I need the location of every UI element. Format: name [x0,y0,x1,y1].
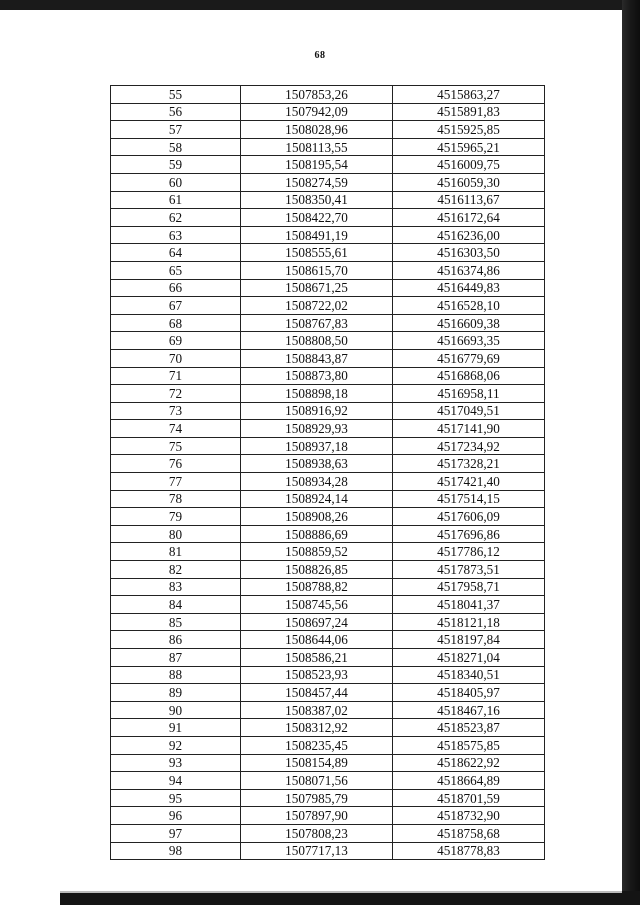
y-coordinate-cell: 4518041,37 [393,596,545,614]
table-row [111,824,545,842]
x-coordinate-cell: 1508916,92 [241,402,393,420]
point-number-cell: 63 [111,226,241,244]
y-coordinate-cell: 4518405,97 [393,684,545,702]
y-coordinate-cell: 4516172,64 [393,209,545,227]
y-coordinate-cell: 4517234,92 [393,437,545,455]
table-row [111,261,545,279]
y-coordinate-cell: 4518778,83 [393,842,545,860]
point-number-cell: 79 [111,508,241,526]
point-number-cell: 58 [111,138,241,156]
y-coordinate-cell: 4518732,90 [393,807,545,825]
table-row [111,209,545,227]
x-coordinate-cell: 1508644,06 [241,631,393,649]
y-coordinate-cell: 4518340,51 [393,666,545,684]
point-number-cell: 78 [111,490,241,508]
point-number-cell: 96 [111,807,241,825]
table-row [111,226,545,244]
table-row [111,121,545,139]
point-number-cell: 55 [111,86,241,104]
point-number-cell: 89 [111,684,241,702]
point-number-cell: 57 [111,121,241,139]
y-coordinate-cell: 4518575,85 [393,736,545,754]
x-coordinate-cell: 1508154,89 [241,754,393,772]
point-number-cell: 86 [111,631,241,649]
point-number-cell: 88 [111,666,241,684]
table-row [111,138,545,156]
x-coordinate-cell: 1507985,79 [241,789,393,807]
y-coordinate-cell: 4515891,83 [393,103,545,121]
point-number-cell: 85 [111,613,241,631]
y-coordinate-cell: 4518664,89 [393,772,545,790]
point-number-cell: 56 [111,103,241,121]
table-row [111,173,545,191]
y-coordinate-cell: 4518622,92 [393,754,545,772]
y-coordinate-cell: 4517873,51 [393,561,545,579]
table-row [111,490,545,508]
point-number-cell: 87 [111,649,241,667]
y-coordinate-cell: 4516528,10 [393,297,545,315]
point-number-cell: 74 [111,420,241,438]
x-coordinate-cell: 1508767,83 [241,314,393,332]
y-coordinate-cell: 4516236,00 [393,226,545,244]
x-coordinate-cell: 1507942,09 [241,103,393,121]
y-coordinate-cell: 4516059,30 [393,173,545,191]
table-row [111,666,545,684]
y-coordinate-cell: 4516374,86 [393,261,545,279]
point-number-cell: 81 [111,543,241,561]
x-coordinate-cell: 1507717,13 [241,842,393,860]
point-number-cell: 64 [111,244,241,262]
point-number-cell: 70 [111,349,241,367]
x-coordinate-cell: 1508671,25 [241,279,393,297]
y-coordinate-cell: 4516609,38 [393,314,545,332]
table-row [111,385,545,403]
y-coordinate-cell: 4518467,16 [393,701,545,719]
x-coordinate-cell: 1508071,56 [241,772,393,790]
table-row [111,754,545,772]
table-row [111,367,545,385]
x-coordinate-cell: 1508808,50 [241,332,393,350]
table-row [111,156,545,174]
y-coordinate-cell: 4517696,86 [393,525,545,543]
y-coordinate-cell: 4515925,85 [393,121,545,139]
table-row [111,103,545,121]
x-coordinate-cell: 1508350,41 [241,191,393,209]
point-number-cell: 69 [111,332,241,350]
x-coordinate-cell: 1508195,54 [241,156,393,174]
y-coordinate-cell: 4517141,90 [393,420,545,438]
x-coordinate-cell: 1508788,82 [241,578,393,596]
point-number-cell: 83 [111,578,241,596]
point-number-cell: 77 [111,473,241,491]
x-coordinate-cell: 1507808,23 [241,824,393,842]
table-row [111,701,545,719]
table-row [111,736,545,754]
x-coordinate-cell: 1508113,55 [241,138,393,156]
x-coordinate-cell: 1508924,14 [241,490,393,508]
y-coordinate-cell: 4517049,51 [393,402,545,420]
point-number-cell: 75 [111,437,241,455]
x-coordinate-cell: 1508929,93 [241,420,393,438]
x-coordinate-cell: 1508028,96 [241,121,393,139]
y-coordinate-cell: 4518523,87 [393,719,545,737]
table-row [111,631,545,649]
x-coordinate-cell: 1508859,52 [241,543,393,561]
table-row [111,596,545,614]
y-coordinate-cell: 4517958,71 [393,578,545,596]
table-row [111,649,545,667]
y-coordinate-cell: 4515863,27 [393,86,545,104]
table-row [111,578,545,596]
x-coordinate-cell: 1508934,28 [241,473,393,491]
y-coordinate-cell: 4518758,68 [393,824,545,842]
table-row [111,314,545,332]
x-coordinate-cell: 1508826,85 [241,561,393,579]
table-row [111,719,545,737]
y-coordinate-cell: 4518701,59 [393,789,545,807]
x-coordinate-cell: 1508312,92 [241,719,393,737]
x-coordinate-cell: 1508235,45 [241,736,393,754]
coordinates-table [110,85,545,860]
point-number-cell: 62 [111,209,241,227]
y-coordinate-cell: 4516693,35 [393,332,545,350]
table-row [111,455,545,473]
table-row [111,789,545,807]
x-coordinate-cell: 1508491,19 [241,226,393,244]
y-coordinate-cell: 4516868,06 [393,367,545,385]
x-coordinate-cell: 1508697,24 [241,613,393,631]
y-coordinate-cell: 4516958,11 [393,385,545,403]
point-number-cell: 80 [111,525,241,543]
scan-border-bottom [60,891,640,905]
coordinates-table-body [111,86,545,860]
scan-border-right [622,0,640,905]
y-coordinate-cell: 4518197,84 [393,631,545,649]
point-number-cell: 59 [111,156,241,174]
x-coordinate-cell: 1508274,59 [241,173,393,191]
point-number-cell: 94 [111,772,241,790]
point-number-cell: 68 [111,314,241,332]
x-coordinate-cell: 1508523,93 [241,666,393,684]
x-coordinate-cell: 1508615,70 [241,261,393,279]
point-number-cell: 91 [111,719,241,737]
table-row [111,279,545,297]
y-coordinate-cell: 4518271,04 [393,649,545,667]
point-number-cell: 60 [111,173,241,191]
y-coordinate-cell: 4516303,50 [393,244,545,262]
point-number-cell: 90 [111,701,241,719]
x-coordinate-cell: 1507853,26 [241,86,393,104]
table-row [111,420,545,438]
point-number-cell: 93 [111,754,241,772]
x-coordinate-cell: 1508745,56 [241,596,393,614]
table-row [111,86,545,104]
x-coordinate-cell: 1507897,90 [241,807,393,825]
page-number: 68 [314,50,326,61]
y-coordinate-cell: 4516009,75 [393,156,545,174]
scan-border-bottom-highlight [60,891,622,893]
table-row [111,297,545,315]
point-number-cell: 71 [111,367,241,385]
x-coordinate-cell: 1508898,18 [241,385,393,403]
table-row [111,842,545,860]
point-number-cell: 65 [111,261,241,279]
point-number-cell: 97 [111,824,241,842]
y-coordinate-cell: 4515965,21 [393,138,545,156]
x-coordinate-cell: 1508908,26 [241,508,393,526]
y-coordinate-cell: 4517328,21 [393,455,545,473]
y-coordinate-cell: 4517606,09 [393,508,545,526]
point-number-cell: 67 [111,297,241,315]
table-row [111,508,545,526]
table-row [111,684,545,702]
x-coordinate-cell: 1508843,87 [241,349,393,367]
table-row [111,772,545,790]
x-coordinate-cell: 1508937,18 [241,437,393,455]
table-row [111,437,545,455]
table-row [111,349,545,367]
table-row [111,402,545,420]
x-coordinate-cell: 1508722,02 [241,297,393,315]
x-coordinate-cell: 1508873,80 [241,367,393,385]
x-coordinate-cell: 1508457,44 [241,684,393,702]
x-coordinate-cell: 1508555,61 [241,244,393,262]
table-row [111,191,545,209]
point-number-cell: 82 [111,561,241,579]
y-coordinate-cell: 4518121,18 [393,613,545,631]
table-row [111,543,545,561]
x-coordinate-cell: 1508886,69 [241,525,393,543]
scan-border-top [0,0,640,10]
table-row [111,613,545,631]
table-row [111,332,545,350]
point-number-cell: 66 [111,279,241,297]
table-row [111,561,545,579]
point-number-cell: 61 [111,191,241,209]
point-number-cell: 92 [111,736,241,754]
table-row [111,525,545,543]
table-row [111,473,545,491]
y-coordinate-cell: 4516449,83 [393,279,545,297]
point-number-cell: 95 [111,789,241,807]
point-number-cell: 84 [111,596,241,614]
y-coordinate-cell: 4516113,67 [393,191,545,209]
x-coordinate-cell: 1508938,63 [241,455,393,473]
y-coordinate-cell: 4517786,12 [393,543,545,561]
point-number-cell: 76 [111,455,241,473]
x-coordinate-cell: 1508586,21 [241,649,393,667]
x-coordinate-cell: 1508422,70 [241,209,393,227]
point-number-cell: 72 [111,385,241,403]
y-coordinate-cell: 4517514,15 [393,490,545,508]
y-coordinate-cell: 4516779,69 [393,349,545,367]
table-row [111,807,545,825]
point-number-cell: 73 [111,402,241,420]
y-coordinate-cell: 4517421,40 [393,473,545,491]
point-number-cell: 98 [111,842,241,860]
table-row [111,244,545,262]
x-coordinate-cell: 1508387,02 [241,701,393,719]
